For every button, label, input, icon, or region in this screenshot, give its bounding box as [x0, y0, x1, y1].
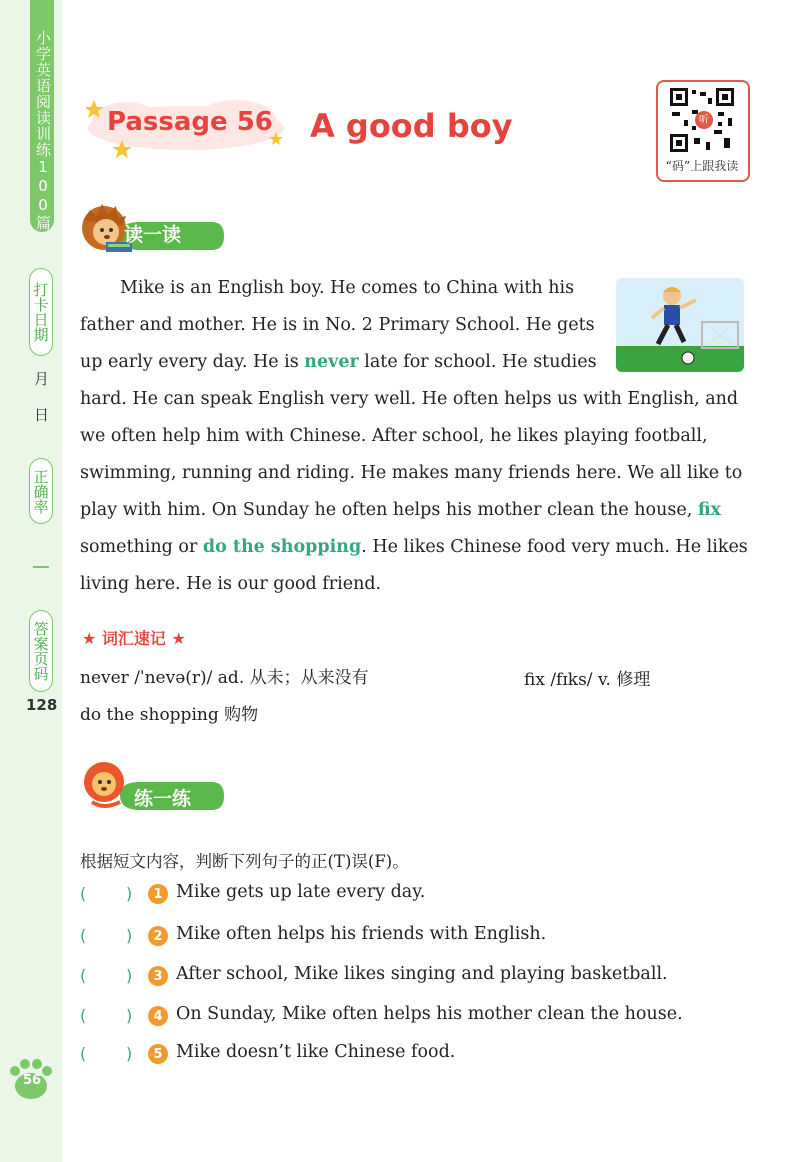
passage-text: swimming, running and riding. He makes many friends here. We all like to: [80, 463, 743, 483]
answer-blank-left-paren: (: [80, 1006, 87, 1025]
question-number-badge: 3: [148, 966, 168, 986]
qr-listen-label: 听: [699, 115, 709, 126]
highlighted-vocab-word: fix: [697, 500, 721, 520]
question-row: [80, 922, 760, 952]
month-label: 月: [34, 370, 50, 388]
question-row: [80, 880, 760, 910]
question-text: After school, Mike likes singing and playing basketball.: [176, 964, 668, 984]
passage-text: we often help him with Chinese. After school, he likes playing football,: [80, 426, 708, 446]
checkin-date-label: 打卡日期: [29, 268, 53, 356]
passage-text: play with him. On Sunday he often helps his mother clean the house,: [80, 500, 698, 520]
passage-text: living here. He is our good friend.: [80, 574, 382, 594]
passage-text: Mike is an English boy. He comes to China with his: [120, 278, 575, 298]
answer-blank-left-paren: (: [80, 884, 87, 903]
passage-line: [80, 566, 381, 603]
vocab-item-fix: fix /fɪks/ v. 修理: [524, 670, 651, 690]
qr-caption: “码”上跟我读: [665, 159, 739, 173]
vocab-heading: ★ 词汇速记 ★: [82, 629, 186, 648]
day-label: 日: [34, 406, 50, 424]
question-text: Mike often helps his friends with English.: [176, 924, 547, 944]
passage-text: father and mother. He is in No. 2 Primary School. He gets: [80, 315, 595, 335]
question-number-badge: 2: [148, 926, 168, 946]
question-row: [80, 962, 760, 992]
passage-line: [80, 418, 708, 455]
sidebar: [0, 0, 62, 1162]
answer-blank-right-paren: ): [126, 966, 133, 985]
accuracy-label: 正确率: [29, 458, 53, 524]
page-number: 56: [22, 1073, 42, 1088]
passage-line: [80, 381, 738, 418]
passage-text: late for school. He studies: [358, 352, 597, 372]
answer-page-label: 答案页码: [29, 610, 53, 692]
question-text: On Sunday, Mike often helps his mother clean the house.: [176, 1004, 683, 1024]
answer-blank-right-paren: ): [126, 884, 133, 903]
question-number-badge: 5: [148, 1044, 168, 1064]
passage-line: [80, 270, 574, 307]
passage-line: [80, 307, 595, 344]
question-number-badge: 1: [148, 884, 168, 904]
answer-blank[interactable]: [88, 924, 122, 946]
accuracy-blank: [33, 566, 49, 568]
answer-blank[interactable]: [88, 882, 122, 904]
answer-blank-left-paren: (: [80, 926, 87, 945]
question-number-badge: 4: [148, 1006, 168, 1026]
soccer-boy-illustration: [616, 278, 744, 372]
passage-line: [80, 529, 748, 566]
answer-blank[interactable]: [88, 1004, 122, 1026]
practice-section-label: 练一练: [134, 788, 192, 810]
question-text: Mike doesn’t like Chinese food.: [176, 1042, 456, 1062]
series-title: 小学英语阅读训练100篇: [34, 30, 52, 231]
passage-number: Passage 56: [107, 107, 273, 137]
passage-line: [80, 455, 742, 492]
passage-line: [80, 344, 597, 381]
passage-text: hard. He can speak English very well. He often helps us with English, and: [80, 389, 739, 409]
passage-text: . He likes Chinese food very much. He likes: [361, 537, 748, 557]
answer-blank[interactable]: [88, 1042, 122, 1064]
answer-blank-right-paren: ): [126, 926, 133, 945]
passage-text: up early every day. He is: [80, 352, 305, 372]
answer-page-number: 128: [26, 696, 58, 714]
highlighted-vocab-word: do the shopping: [202, 537, 362, 557]
answer-blank-left-paren: (: [80, 966, 87, 985]
read-section-label: 读一读: [124, 224, 182, 246]
vocab-item-do-shopping: do the shopping 购物: [80, 705, 259, 725]
passage-title: A good boy: [310, 107, 513, 145]
practice-instruction: 根据短文内容，判断下列句子的正(T)误(F)。: [80, 852, 409, 871]
passage-line: [80, 492, 721, 529]
question-row: [80, 1040, 760, 1070]
passage-text: something or: [80, 537, 203, 557]
question-row: [80, 1002, 760, 1032]
question-text: Mike gets up late every day.: [176, 882, 426, 902]
highlighted-vocab-word: never: [304, 352, 359, 372]
answer-blank-left-paren: (: [80, 1044, 87, 1063]
answer-blank-right-paren: ): [126, 1006, 133, 1025]
answer-blank-right-paren: ): [126, 1044, 133, 1063]
vocab-item-never: never /ˈnevə(r)/ ad. 从未；从来没有: [80, 668, 369, 688]
answer-blank[interactable]: [88, 964, 122, 986]
